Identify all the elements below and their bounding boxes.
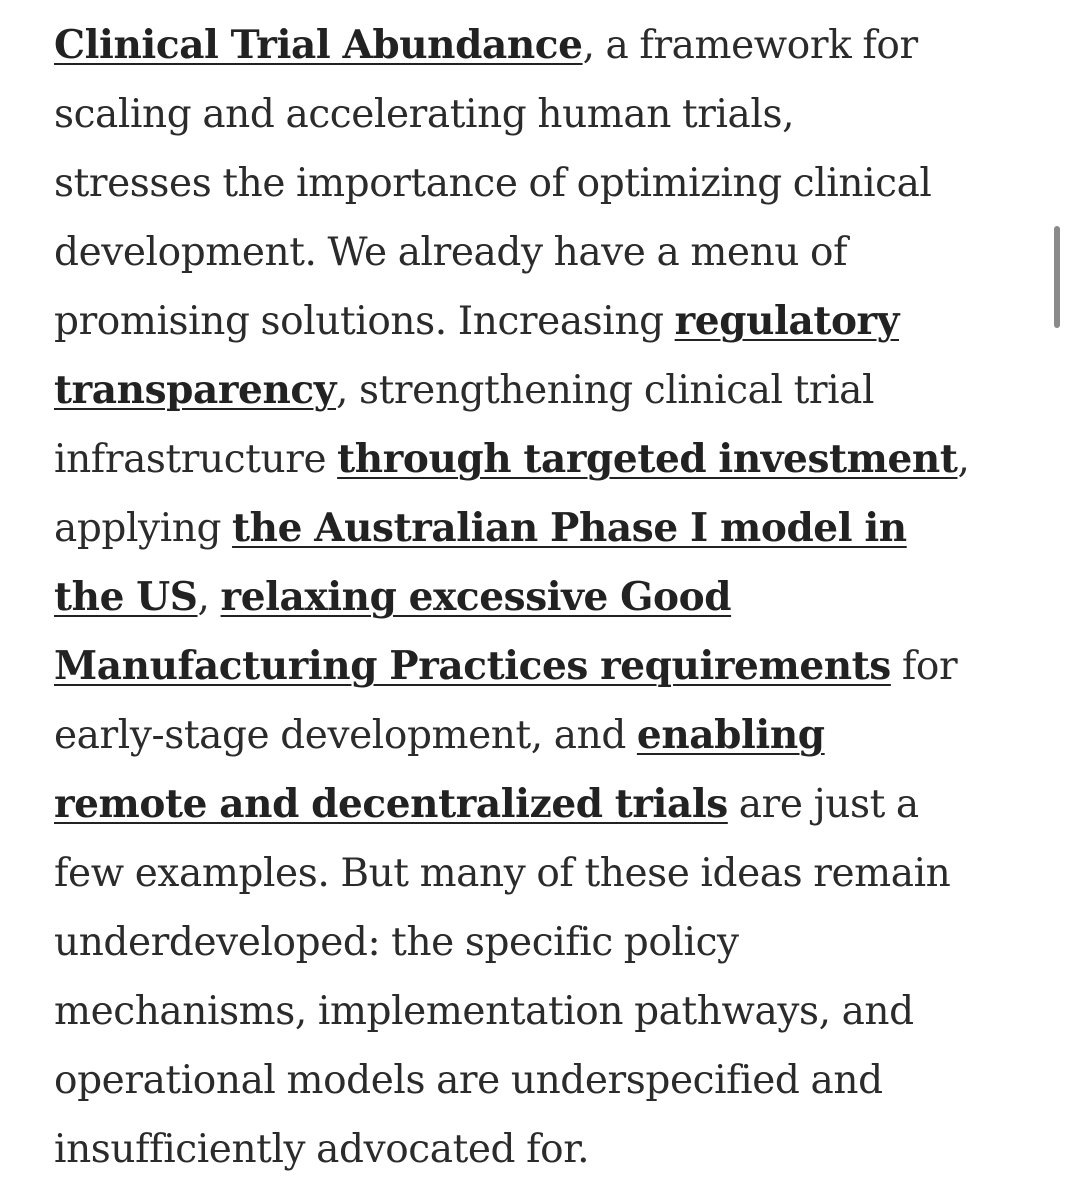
text-span: ,: [197, 575, 221, 620]
text-line: [54, 356, 1029, 425]
text-line: [54, 218, 1029, 287]
text-line: [54, 1046, 1029, 1115]
text-span: mechanisms, implementation pathways, and: [54, 989, 914, 1034]
text-span: for: [890, 644, 958, 689]
text-line: [54, 287, 1029, 356]
vertical-scrollbar[interactable]: [1054, 226, 1060, 328]
text-span: are just a: [727, 782, 919, 827]
text-span: insufficiently advocated for.: [54, 1127, 590, 1172]
text-line: [54, 977, 1029, 1046]
text-span: infrastructure: [54, 437, 338, 482]
text-span: development. We already have a menu of: [54, 230, 848, 275]
link-through-targeted-investment[interactable]: through targeted investment: [337, 436, 958, 482]
text-line: [54, 563, 1029, 632]
text-line: [54, 701, 1029, 770]
link-clinical-trial-abundance[interactable]: Clinical Trial Abundance: [54, 22, 583, 68]
link-relaxing-gmp-requirements[interactable]: Manufacturing Practices requirements: [54, 643, 891, 689]
text-line: [54, 770, 1029, 839]
link-relaxing-gmp-requirements[interactable]: relaxing excessive Good: [220, 574, 732, 620]
text-span: ,: [957, 437, 970, 482]
text-line: [54, 80, 1029, 149]
text-span: underdeveloped: the specific policy: [54, 920, 739, 965]
text-line: [54, 149, 1029, 218]
link-australian-phase-i-model[interactable]: the US: [54, 574, 198, 620]
text-span: early-stage development, and: [54, 713, 637, 758]
text-line: [54, 11, 1029, 80]
text-span: few examples. But many of these ideas remain: [54, 851, 951, 896]
text-span: applying: [54, 506, 233, 551]
link-regulatory-transparency[interactable]: transparency: [54, 367, 337, 413]
text-line: [54, 425, 1029, 494]
text-span: , a framework for: [582, 23, 918, 68]
text-line: [54, 632, 1029, 701]
text-line: [54, 839, 1029, 908]
link-enabling-decentralized-trials[interactable]: enabling: [636, 712, 825, 758]
text-line: [54, 494, 1029, 563]
link-enabling-decentralized-trials[interactable]: remote and decentralized trials: [54, 781, 728, 827]
text-span: , strengthening clinical trial: [336, 368, 875, 413]
text-line: [54, 1115, 1029, 1184]
text-span: operational models are underspecified and: [54, 1058, 883, 1103]
link-australian-phase-i-model[interactable]: the Australian Phase I model in: [232, 505, 907, 551]
text-line: [54, 908, 1029, 977]
text-span: promising solutions. Increasing: [54, 299, 675, 344]
link-regulatory-transparency[interactable]: regulatory: [674, 298, 899, 344]
article-paragraph: [54, 11, 1029, 1184]
text-span: scaling and accelerating human trials,: [54, 92, 795, 137]
text-span: stresses the importance of optimizing clinical: [54, 161, 932, 206]
